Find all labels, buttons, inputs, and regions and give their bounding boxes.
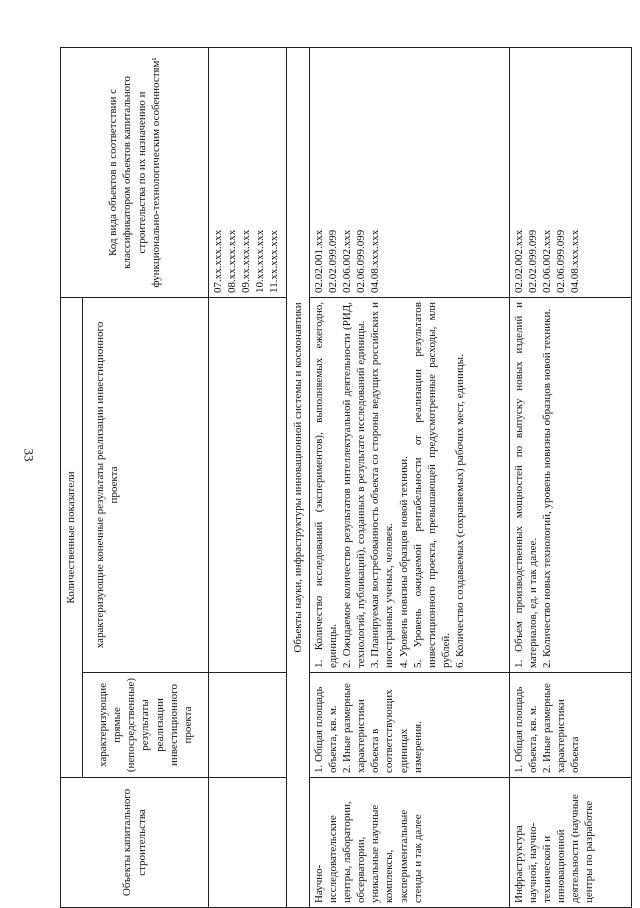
code-item: 02.02.002.xxx: [513, 229, 526, 293]
code-item: 10.xx.xxx.xxx: [254, 229, 267, 293]
code-item: 02.02.099.099: [327, 229, 340, 293]
indicators-table: [60, 47, 632, 908]
empty-cell: [209, 297, 287, 672]
code-item: 02.06.002.xxx: [541, 229, 554, 293]
final-indicators: [310, 297, 510, 672]
code-item: 02.06.099.099: [355, 229, 368, 293]
page-number: 33: [21, 448, 37, 462]
list-item: 3. Планируемая востребованность объекта со стороны ведущих российских и иностранных ученых, человек.: [369, 301, 396, 668]
top-codes: [209, 47, 287, 297]
code-item: 02.06.002.xxx: [341, 229, 354, 293]
header-quantitative: Количественные показатели: [61, 297, 83, 777]
code-item: 07.xx.xxx.xxx: [212, 229, 224, 293]
direct-indicators: [510, 673, 632, 778]
code-cell: [510, 47, 632, 297]
list-item: 2. Ожидаемое количество результатов интеллектуальной деятельности (РИД, технологий, публикаций), созданных в результате исследований единицы.: [341, 301, 368, 668]
empty-cell: [209, 778, 287, 908]
code-item: 04.08.xxx.xxx: [369, 229, 382, 293]
code-item: 08.xx.xxx.xxx: [226, 229, 239, 293]
object-cell: Инфраструктура научной, научно-технической и инновационной деятельности (научные центры по разработке: [510, 778, 632, 908]
code-item: 02.06.099.099: [555, 229, 568, 293]
list-item: 2. Иные размерные характеристики объекта в соответствующих единицах измерения.: [341, 683, 424, 773]
object-cell: Научно-исследовательские центры, лаборатории, обсерватории, уникальные научные комплексы, экспериментальные стенды и так далее: [310, 778, 510, 908]
list-item: 4. Уровень новизны образцов новой техники.: [397, 456, 410, 668]
rotated-table-container: [60, 48, 630, 908]
empty-cell: [209, 673, 287, 778]
list-item: 1. Объем производственных мощностей по выпуску новых изделий и материалов, ед. и так далее.: [513, 301, 540, 668]
code-item: 02.02.001.xxx: [313, 229, 326, 293]
list-item: 1. Количество исследований (экспериментов), выполняемых ежегодно, единицы.: [313, 301, 340, 668]
list-item: 2. Количество новых технологий, уровень новизны образцов новой техники.: [541, 308, 554, 668]
final-indicators: [510, 297, 632, 672]
header-direct: характеризующие прямые (непосредственные) результаты реализации инвестиционного проекта: [83, 673, 209, 778]
section-title: Объекты науки, инфраструктуры инновационной системы и космонавтики: [287, 47, 310, 907]
code-item: 09.xx.xxx.xxx: [240, 229, 253, 293]
code-item: 11.xx.xxx.xxx: [268, 230, 281, 293]
list-item: 1. Общая площадь объекта, кв. м.: [513, 686, 540, 773]
direct-indicators: [310, 673, 510, 778]
header-code: Код вида объектов в соответствии с классификатором объектов капитального строительства по их назначению и функционально-технологическим особенностям¹: [61, 47, 209, 297]
list-item: 6. Количество создаваемых (сохраняемых) рабочих мест, единицы.: [453, 354, 466, 668]
code-cell: [310, 47, 510, 297]
list-item: 5. Уровень ожидаемой рентабельности от реализации результатов инвестиционного проекта, превышающей предусмотренные расходы, млн рублей.: [411, 301, 452, 668]
code-item: 02.02.099.099: [527, 229, 540, 293]
list-item: 1. Общая площадь объекта, кв. м.: [313, 686, 340, 773]
header-final: характеризующие конечные результаты реализации инвестиционного проекта: [83, 297, 209, 672]
header-objects: Объекты капитального строительства: [61, 778, 209, 908]
code-item: 04.08.xxx.xxx: [569, 229, 582, 293]
list-item: 2. Иные размерные характеристики объекта: [541, 683, 582, 773]
